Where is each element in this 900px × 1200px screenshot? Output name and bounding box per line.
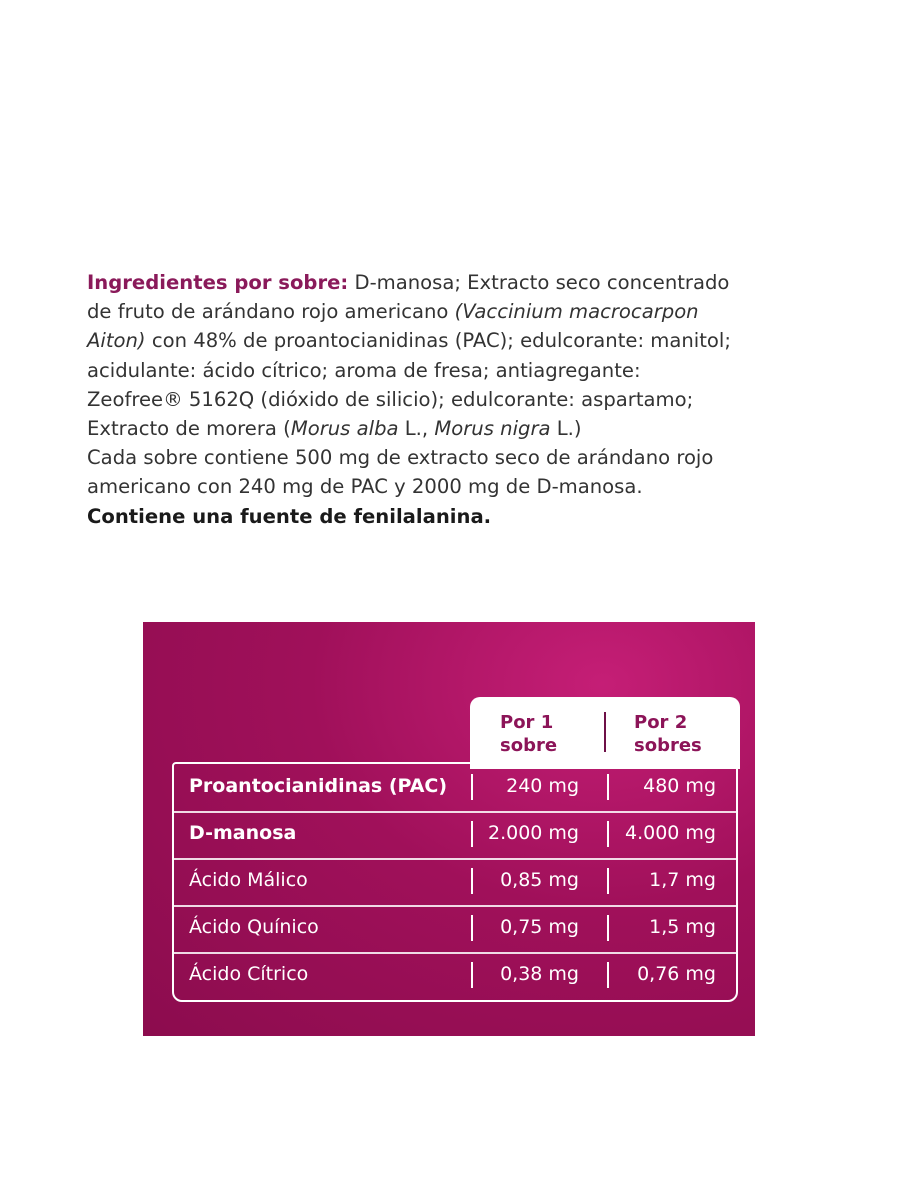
ingredients-text: con 48% de proantocianidinas (PAC); edulcorante: manitol; <box>145 329 731 353</box>
species-name: Morus nigra <box>434 417 551 441</box>
value-per-2: 1,5 mg <box>649 916 716 938</box>
table-row <box>174 952 736 999</box>
species-name: (Vaccinium macrocarpon <box>454 300 699 324</box>
value-per-1: 0,85 mg <box>500 869 579 891</box>
ingredients-text: D-manosa; Extracto seco concentrado <box>348 271 730 294</box>
header-text: Por 1 <box>500 712 554 733</box>
species-name: Morus alba <box>290 417 399 441</box>
ingredients-line-1 <box>87 268 822 297</box>
header-text: Por 2 <box>634 712 688 733</box>
header-divider <box>604 712 606 752</box>
ingredients-line-3 <box>87 326 822 355</box>
ingredients-line-4: acidulante: ácido cítrico; aroma de fresa; antiagregante: <box>87 358 641 382</box>
row-label: Ácido Quínico <box>189 916 319 938</box>
header-per-1-sachet <box>500 711 620 757</box>
ingredients-text: Extracto de morera ( <box>87 417 291 441</box>
value-per-2: 480 mg <box>643 775 716 797</box>
header-text: sobre <box>500 735 558 756</box>
value-per-1: 240 mg <box>506 775 579 797</box>
content-line-1: Cada sobre contiene 500 mg de extracto seco de arándano rojo <box>87 446 714 470</box>
species-name: Aiton) <box>87 329 146 353</box>
value-per-1: 0,75 mg <box>500 916 579 938</box>
header-text: sobres <box>634 735 702 756</box>
value-per-2: 0,76 mg <box>637 963 716 985</box>
table-row <box>174 858 736 907</box>
ingredients-line-6 <box>87 414 822 443</box>
header-per-2-sachets <box>634 711 754 757</box>
ingredients-text: de fruto de arándano rojo americano <box>87 300 455 324</box>
value-per-2: 4.000 mg <box>624 822 716 844</box>
row-label: Ácido Málico <box>189 869 308 891</box>
table-row <box>174 811 736 860</box>
row-label: Ácido Cítrico <box>189 963 309 985</box>
ingredients-text: L., <box>398 417 435 441</box>
table-row <box>174 905 736 954</box>
content-line-2: americano con 240 mg de PAC y 2000 mg de D-manosa. <box>87 475 643 499</box>
ingredients-text: L.) <box>550 417 582 441</box>
value-per-2: 1,7 mg <box>649 869 716 891</box>
ingredients-heading: Ingredientes por sobre: <box>87 271 349 294</box>
row-label: D-manosa <box>189 822 297 844</box>
ingredients-paragraph <box>87 268 822 531</box>
phenylalanine-warning: Contiene una fuente de fenilalanina. <box>87 504 492 528</box>
table-row <box>174 764 736 813</box>
value-per-1: 2.000 mg <box>487 822 579 844</box>
ingredients-line-2 <box>87 297 822 326</box>
row-label: Proantocianidinas (PAC) <box>189 775 448 797</box>
value-per-1: 0,38 mg <box>500 963 579 985</box>
ingredients-line-5: Zeofree® 5162Q (dióxido de silicio); edulcorante: aspartamo; <box>87 387 694 411</box>
composition-table <box>172 762 738 1002</box>
